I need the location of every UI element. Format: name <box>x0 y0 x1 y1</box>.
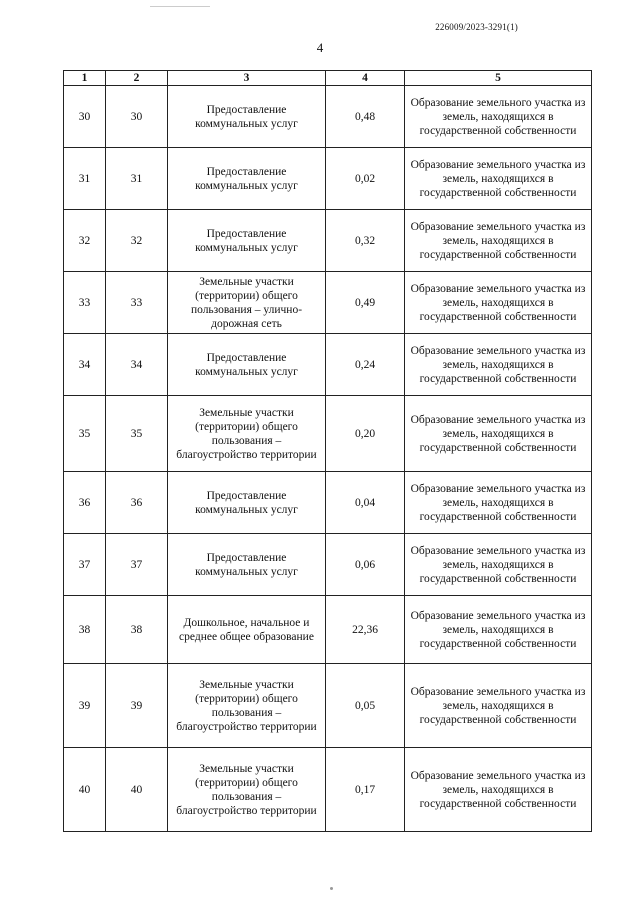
cell-c5: Образование земельного участка из земель, находящихся в государственной собственности <box>405 272 592 334</box>
cell-c2: 36 <box>106 472 168 534</box>
cell-c1: 32 <box>64 210 106 272</box>
cell-c4: 0,20 <box>326 396 405 472</box>
page-number: 4 <box>316 40 324 55</box>
cell-c1: 35 <box>64 396 106 472</box>
doc-number: 226009/2023-3291(1) <box>435 22 518 32</box>
cell-c1: 39 <box>64 664 106 748</box>
table-row <box>64 148 592 210</box>
cell-c3: Земельные участки (территории) общего пользования – благоустройство территории <box>168 664 326 748</box>
cell-c1: 37 <box>64 534 106 596</box>
table-row <box>64 272 592 334</box>
cell-c3: Предоставление коммунальных услуг <box>168 334 326 396</box>
cell-c2: 33 <box>106 272 168 334</box>
cell-c5: Образование земельного участка из земель, находящихся в государственной собственности <box>405 472 592 534</box>
cell-c3: Предоставление коммунальных услуг <box>168 472 326 534</box>
cell-c5: Образование земельного участка из земель, находящихся в государственной собственности <box>405 86 592 148</box>
cell-c2: 34 <box>106 334 168 396</box>
cell-c3: Земельные участки (территории) общего пользования – благоустройство территории <box>168 396 326 472</box>
cell-c3: Земельные участки (территории) общего пользования – благоустройство территории <box>168 748 326 832</box>
cell-c4: 0,05 <box>326 664 405 748</box>
cell-c3: Дошкольное, начальное и среднее общее образование <box>168 596 326 664</box>
scan-artifact <box>330 887 333 890</box>
table-row <box>64 664 592 748</box>
cell-c5: Образование земельного участка из земель, находящихся в государственной собственности <box>405 396 592 472</box>
cell-c2: 32 <box>106 210 168 272</box>
cell-c2: 39 <box>106 664 168 748</box>
cell-c4: 22,36 <box>326 596 405 664</box>
table-row <box>64 596 592 664</box>
cell-c1: 40 <box>64 748 106 832</box>
cell-c1: 38 <box>64 596 106 664</box>
column-header: 5 <box>405 71 592 86</box>
table-row <box>64 210 592 272</box>
cell-c1: 36 <box>64 472 106 534</box>
scan-artifact <box>150 6 210 7</box>
cell-c4: 0,32 <box>326 210 405 272</box>
cell-c3: Предоставление коммунальных услуг <box>168 534 326 596</box>
table-row <box>64 396 592 472</box>
cell-c2: 35 <box>106 396 168 472</box>
cell-c3: Предоставление коммунальных услуг <box>168 86 326 148</box>
cell-c2: 37 <box>106 534 168 596</box>
land-plots-table <box>63 70 592 832</box>
cell-c2: 40 <box>106 748 168 832</box>
cell-c2: 31 <box>106 148 168 210</box>
cell-c1: 33 <box>64 272 106 334</box>
table-row <box>64 472 592 534</box>
cell-c3: Предоставление коммунальных услуг <box>168 148 326 210</box>
cell-c5: Образование земельного участка из земель, находящихся в государственной собственности <box>405 664 592 748</box>
column-header: 3 <box>168 71 326 86</box>
cell-c1: 31 <box>64 148 106 210</box>
cell-c5: Образование земельного участка из земель, находящихся в государственной собственности <box>405 210 592 272</box>
cell-c4: 0,48 <box>326 86 405 148</box>
cell-c3: Предоставление коммунальных услуг <box>168 210 326 272</box>
cell-c5: Образование земельного участка из земель, находящихся в государственной собственности <box>405 596 592 664</box>
cell-c2: 30 <box>106 86 168 148</box>
cell-c4: 0,06 <box>326 534 405 596</box>
cell-c4: 0,49 <box>326 272 405 334</box>
cell-c1: 30 <box>64 86 106 148</box>
table-header-row <box>64 71 592 86</box>
cell-c2: 38 <box>106 596 168 664</box>
cell-c4: 0,02 <box>326 148 405 210</box>
table-row <box>64 534 592 596</box>
cell-c5: Образование земельного участка из земель, находящихся в государственной собственности <box>405 148 592 210</box>
cell-c4: 0,04 <box>326 472 405 534</box>
cell-c5: Образование земельного участка из земель, находящихся в государственной собственности <box>405 748 592 832</box>
cell-c4: 0,24 <box>326 334 405 396</box>
cell-c5: Образование земельного участка из земель, находящихся в государственной собственности <box>405 334 592 396</box>
cell-c1: 34 <box>64 334 106 396</box>
cell-c3: Земельные участки (территории) общего пользования – улично-дорожная сеть <box>168 272 326 334</box>
table-row <box>64 334 592 396</box>
column-header: 2 <box>106 71 168 86</box>
column-header: 4 <box>326 71 405 86</box>
cell-c5: Образование земельного участка из земель, находящихся в государственной собственности <box>405 534 592 596</box>
cell-c4: 0,17 <box>326 748 405 832</box>
table-row <box>64 748 592 832</box>
column-header: 1 <box>64 71 106 86</box>
table-row <box>64 86 592 148</box>
